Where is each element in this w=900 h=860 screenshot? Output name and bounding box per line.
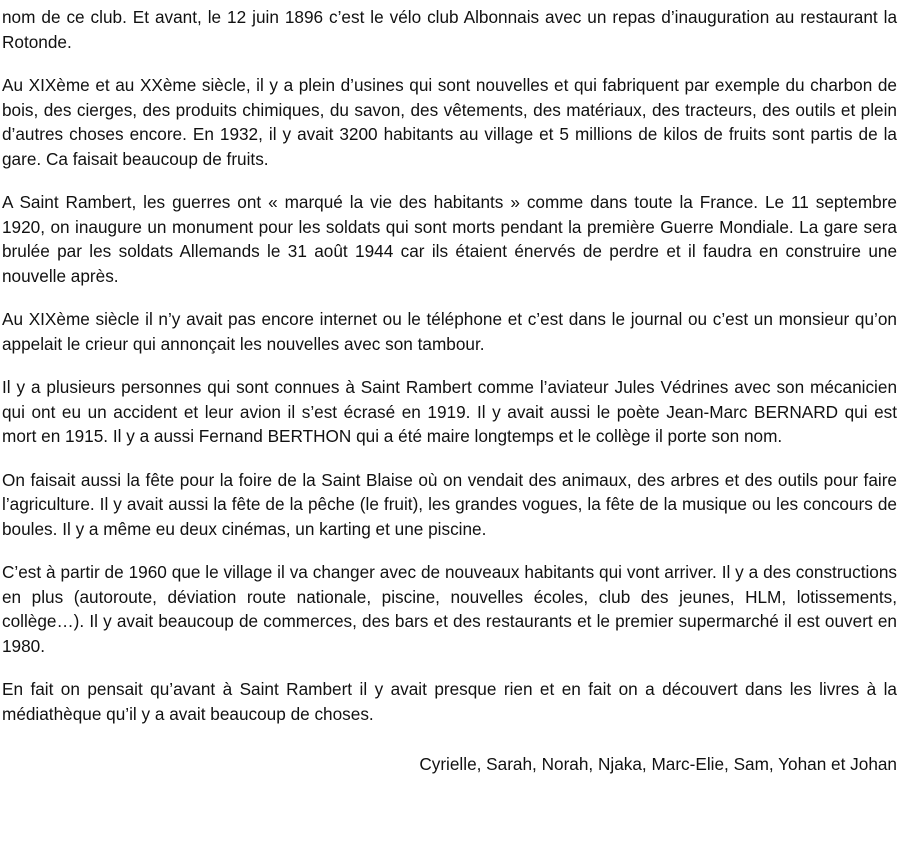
paragraph-wars: A Saint Rambert, les guerres ont « marqué la vie des habitants » comme dans toute la France. Le 11 septembre 1920, on inaugure un monument pour les soldats qui sont morts pendant la première Guerre Mondiale. La gare sera brulée par les soldats Allemands le 31 août 1944 car ils étaient énervés de perdre et il faudra en construire une nouvelle après. [2,192,897,286]
paragraph-club-history: nom de ce club. Et avant, le 12 juin 1896 c’est le vélo club Albonnais avec un repas d’inauguration au restaurant la Rotonde. [2,7,897,52]
paragraph-festivals: On faisait aussi la fête pour la foire de la Saint Blaise où on vendait des animaux, des arbres et des outils pour faire l’agriculture. Il y avait aussi la fête de la pêche (le fruit), les grandes vogues, la fête de la musique ou les concours de boules. Il y a même eu deux cinémas, un karting et une piscine. [2,469,897,539]
paragraph-changes-1960: C’est à partir de 1960 que le village il va changer avec de nouveaux habitants qui vont arriver. Il y a des constructions en plus (autoroute, déviation route nationale, piscine, nouvelles écoles, club des jeunes, HLM, lotissements, collège…). Il y avait beaucoup de commerces, des bars et des restaurants et le premier supermarché il est ouvert en 1980. [2,562,897,656]
paragraph-conclusion: En fait on pensait qu’avant à Saint Rambert il y avait presque rien et en fait on a découvert dans les livres à la médiathèque qu’il y a avait beaucoup de choses. [2,679,897,724]
authors-signature: Cyrielle, Sarah, Norah, Njaka, Marc-Elie, Sam, Yohan et Johan [419,754,897,774]
paragraph-news: Au XIXème siècle il n’y avait pas encore internet ou le téléphone et c’est dans le journal ou c’est un monsieur qu’on appelait le crieur qui annonçait les nouvelles avec son tambour. [2,309,897,354]
paragraph-factories: Au XIXème et au XXème siècle, il y a plein d’usines qui sont nouvelles et qui fabriquent par exemple du charbon de bois, des cierges, des produits chimiques, du savon, des vêtements, des matériaux, des tracteurs, des outils et plein d’autres choses encore. En 1932, il y avait 3200 habitants au village et 5 millions de kilos de fruits sont partis de la gare. Ca faisait beaucoup de fruits. [2,75,897,169]
document-page [2,0,897,777]
paragraph-famous-people: Il y a plusieurs personnes qui sont connues à Saint Rambert comme l’aviateur Jules Védrines avec son mécanicien qui ont eu un accident et leur avion il s’est écrasé en 1919. Il y avait aussi le poète Jean-Marc BERNARD qui est mort en 1915. Il y a aussi Fernand BERTHON qui a été maire longtemps et le collège il porte son nom. [2,377,897,446]
